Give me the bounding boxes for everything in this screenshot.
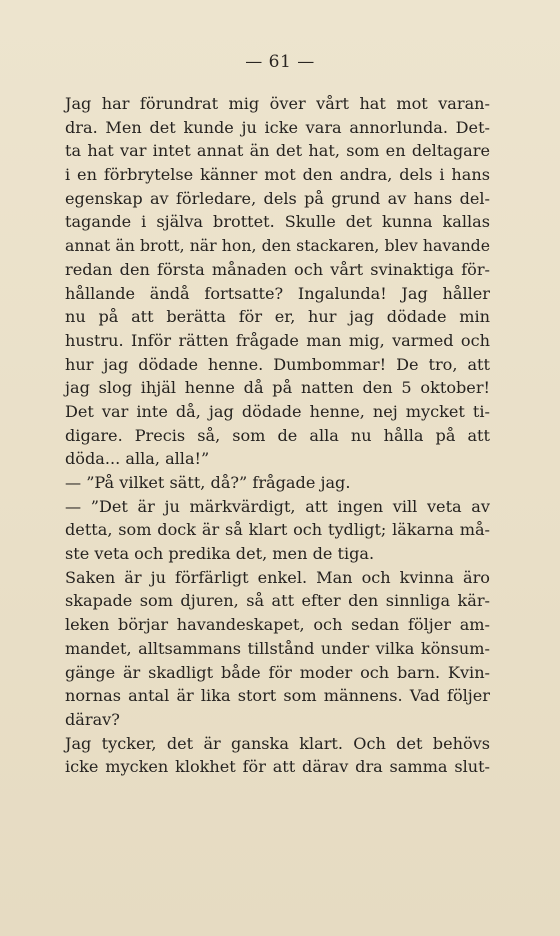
text-line: digare. Precis så, som de alla nu hålla på att — [65, 425, 490, 445]
text-line: redan den första månaden och vårt svinaktiga för- — [65, 259, 490, 279]
text-line: leken börjar havandeskapet, och sedan följer am- — [65, 615, 490, 635]
body-text — [65, 92, 490, 779]
text-line: Det var inte då, jag dödade henne, nej mycket ti- — [65, 401, 490, 421]
text-line: mandet, alltsammans tillstånd under vilka könsum- — [65, 638, 490, 658]
text-line: ta hat var intet annat än det hat, som en deltagare — [65, 141, 490, 161]
text-line: gänge är skadligt både för moder och barn. Kvin- — [65, 662, 490, 682]
text-line: annat än brott, när hon, den stackaren, blev havande — [65, 236, 490, 256]
text-line: hustru. Inför rätten frågade man mig, varmed och — [65, 330, 490, 350]
text-line: i en förbrytelse känner mot den andra, dels i hans — [65, 165, 490, 185]
text-line: hur jag dödade henne. Dumbommar! De tro, att — [65, 354, 490, 374]
text-line: jag slog ihjäl henne då på natten den 5 oktober! — [65, 378, 490, 398]
text-line: skapade som djuren, så att efter den sinnliga kär- — [65, 591, 490, 611]
text-line: nu på att berätta för er, hur jag dödade min — [65, 307, 490, 327]
text-line: ste veta och predika det, men de tiga. — [65, 544, 375, 564]
page-number: — 61 — — [245, 52, 315, 72]
text-line: — ”Det är ju märkvärdigt, att ingen vill veta av — [65, 496, 490, 516]
text-line: — ”På vilket sätt, då?” frågade jag. — [65, 473, 351, 492]
text-line: dra. Men det kunde ju icke vara annorlunda. Det- — [65, 117, 490, 137]
text-line: egenskap av förledare, dels på grund av hans del- — [65, 188, 490, 208]
text-line: tagande i själva brottet. Skulle det kunna kallas — [65, 212, 490, 232]
text-line: Jag tycker, det är ganska klart. Och det behövs — [65, 733, 490, 753]
text-line: icke mycken klokhet för att därav dra samma slut- — [65, 757, 490, 777]
text-line: hållande ändå fortsatte? Ingalunda! Jag håller — [65, 283, 490, 303]
text-line: nornas antal är lika stort som männens. Vad följer — [65, 686, 490, 706]
text-line: Saken är ju förfärligt enkel. Man och kvinna äro — [65, 567, 490, 587]
text-line: Jag har förundrat mig över vårt hat mot varan- — [65, 94, 490, 113]
text-line: detta, som dock är så klart och tydligt; läkarna må- — [65, 520, 490, 540]
text-line: döda... alla, alla!” — [65, 449, 210, 469]
text-line: därav? — [65, 709, 120, 729]
